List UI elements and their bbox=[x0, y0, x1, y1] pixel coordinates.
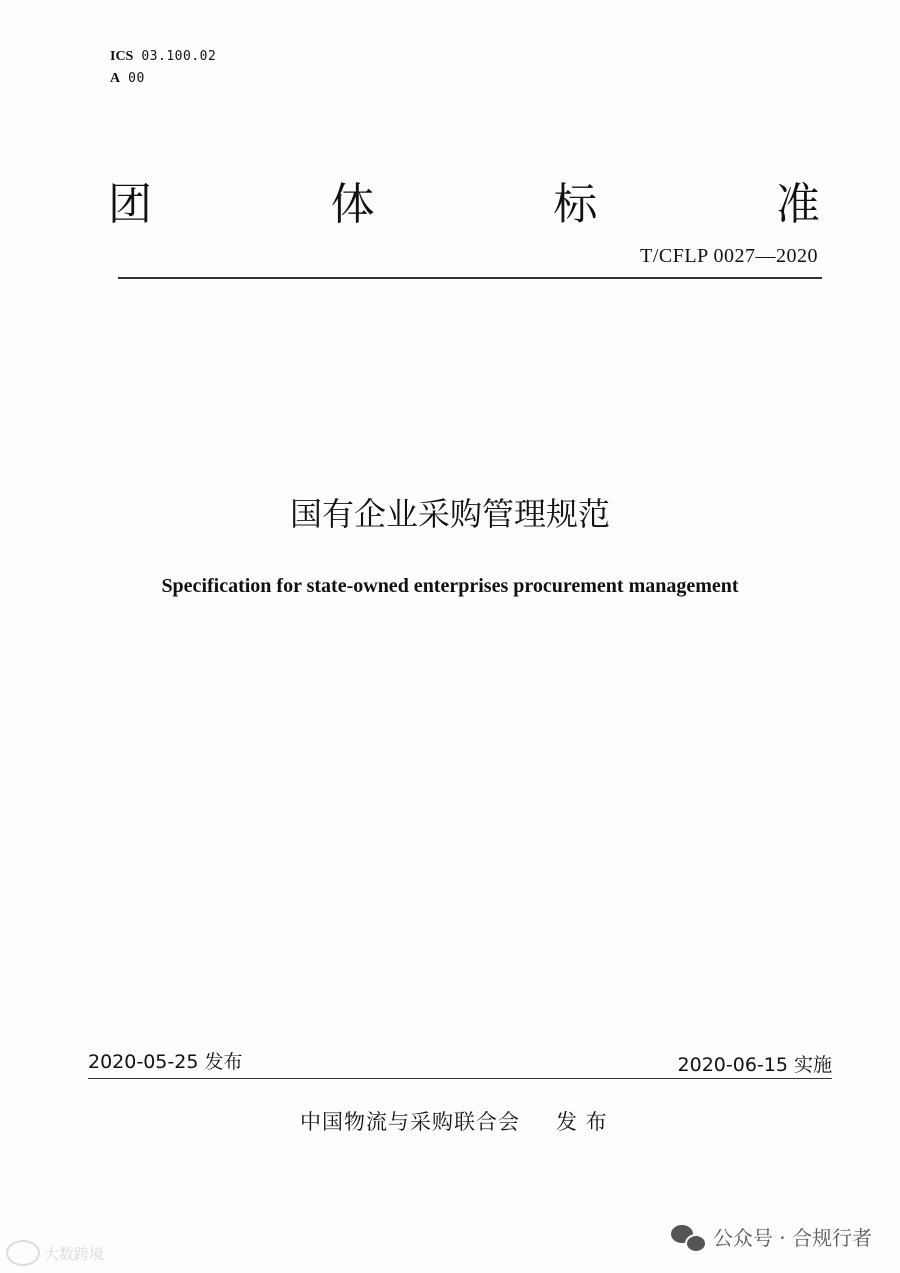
title-english: Specification for state-owned enterprises procurement management bbox=[161, 575, 739, 597]
publisher bbox=[300, 1106, 608, 1136]
standard-code: T/CFLP 0027—2020 bbox=[640, 245, 818, 267]
watermark-right-text: 公众号 · 合规行者 bbox=[712, 1226, 872, 1250]
footer-divider bbox=[88, 1078, 832, 1079]
standard-type-char: 标 bbox=[553, 179, 598, 230]
watermark-left-text: 大数跨境 bbox=[44, 1244, 105, 1263]
ics-label: ICS bbox=[110, 49, 134, 64]
ccs-label: A bbox=[110, 71, 121, 86]
standard-type-heading bbox=[108, 178, 820, 232]
publisher-org: 中国物流与采购联合会 bbox=[300, 1110, 520, 1134]
circle-logo-icon bbox=[6, 1240, 40, 1266]
header-divider bbox=[118, 277, 822, 279]
ics-value: 03.100.02 bbox=[141, 49, 217, 64]
standard-type-char: 团 bbox=[108, 179, 152, 230]
implementation-date: 2020-06-15 实施 bbox=[677, 1054, 832, 1076]
ccs-row bbox=[110, 68, 216, 90]
wechat-icon bbox=[671, 1223, 705, 1251]
publisher-action: 发 布 bbox=[556, 1110, 608, 1134]
standard-type-char: 准 bbox=[775, 179, 820, 230]
title-chinese: 国有企业采购管理规范 bbox=[289, 495, 610, 533]
classification-codes bbox=[110, 46, 216, 90]
watermark-right bbox=[671, 1222, 872, 1251]
ccs-value: 00 bbox=[128, 71, 145, 86]
ics-row bbox=[110, 46, 216, 68]
issue-date: 2020-05-25 发布 bbox=[88, 1051, 243, 1073]
standard-type-char: 体 bbox=[330, 179, 375, 230]
watermark-left bbox=[6, 1240, 104, 1266]
